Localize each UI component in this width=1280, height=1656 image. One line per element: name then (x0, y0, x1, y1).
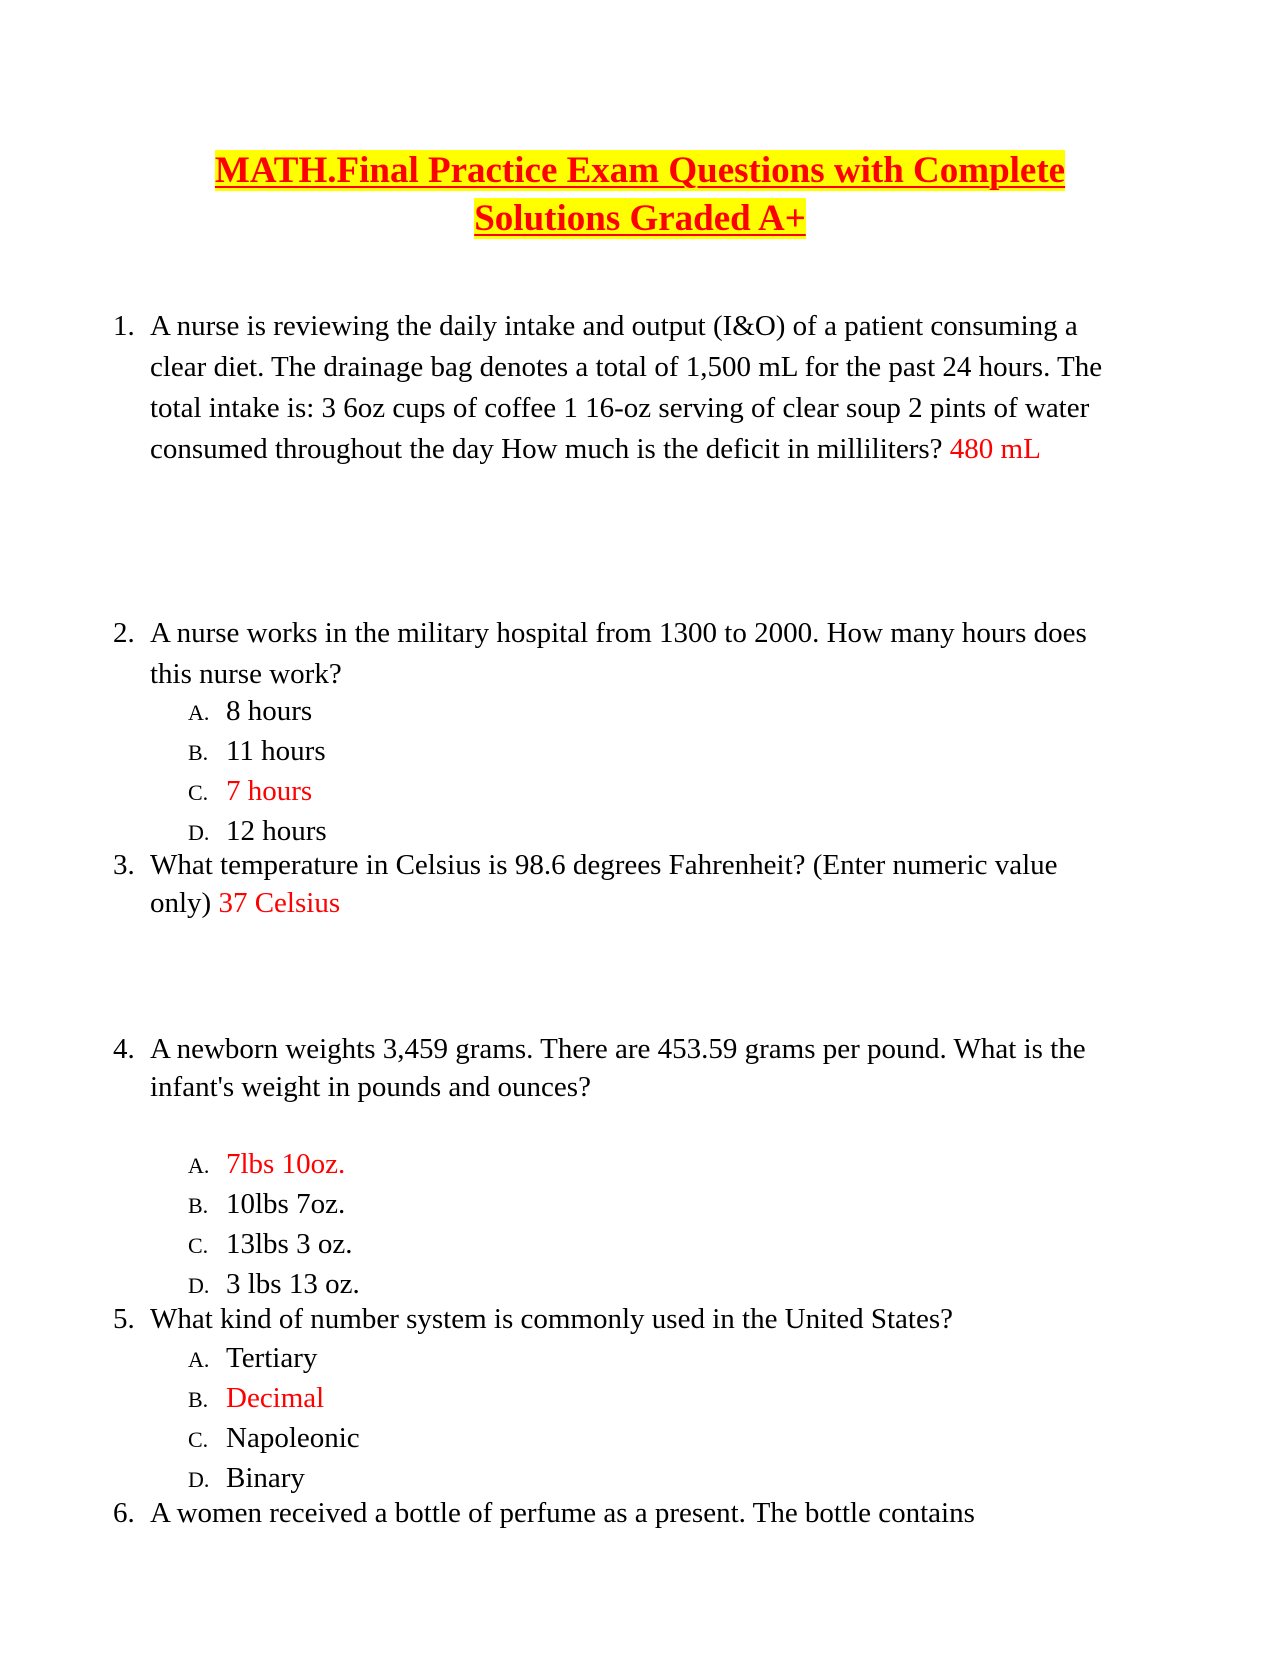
document-title (0, 147, 1280, 243)
option-b: B. 10lbs 7oz. (188, 1188, 346, 1220)
question-number: 1. (113, 310, 135, 342)
question-number: 3. (113, 849, 135, 881)
title-line-2: Solutions Graded A+ (474, 198, 806, 239)
option-d: D. 12 hours (188, 815, 327, 847)
options-q4 (188, 1145, 360, 1305)
question-2 (113, 613, 1123, 695)
option-d: D. 3 lbs 13 oz. (188, 1268, 360, 1300)
question-text: What kind of number system is commonly used in the United States? (150, 1303, 954, 1335)
question-number: 2. (113, 617, 135, 649)
question-1 (113, 306, 1123, 470)
option-a: A. 7lbs 10oz. (188, 1148, 346, 1180)
question-5 (113, 1300, 1123, 1338)
question-text: A nurse is reviewing the daily intake and output (I&O) of a patient consuming a clear diet. The drainage bag denotes a total of 1,500 mL for the past 24 hours. The total intake is: 3 6oz cups of coffee 1 16-oz serving of clear soup 2 pints of water consumed throughout the day How much is the deficit in milliliters? 480 mL (150, 310, 1103, 465)
option-a: A. Tertiary (188, 1342, 318, 1374)
question-3 (113, 846, 1123, 922)
options-q5 (188, 1339, 360, 1499)
option-c: C. 13lbs 3 oz. (188, 1228, 353, 1260)
title-line-1: MATH.Final Practice Exam Questions with Complete (214, 150, 1066, 191)
question-6 (113, 1494, 1123, 1532)
question-number: 6. (113, 1497, 135, 1529)
option-a: A. 8 hours (188, 695, 313, 727)
question-number: 5. (113, 1303, 135, 1335)
answer: 480 mL (949, 433, 1041, 465)
question-text: A newborn weights 3,459 grams. There are 453.59 grams per pound. What is the infant's weight in pounds and ounces? (150, 1033, 1086, 1103)
question-text: A women received a bottle of perfume as a present. The bottle contains (150, 1497, 975, 1529)
option-d: D. Binary (188, 1462, 305, 1494)
option-c: C. Napoleonic (188, 1422, 360, 1454)
options-q2 (188, 692, 327, 852)
question-number: 4. (113, 1033, 135, 1065)
option-b: B. 11 hours (188, 735, 326, 767)
question-4 (113, 1030, 1123, 1106)
option-c: C. 7 hours (188, 775, 313, 807)
answer: 37 Celsius (218, 887, 341, 919)
question-text: A nurse works in the military hospital from 1300 to 2000. How many hours does this nurse work? (150, 617, 1087, 690)
option-b: B. Decimal (188, 1382, 325, 1414)
question-text: What temperature in Celsius is 98.6 degrees Fahrenheit? (Enter numeric value only) 37 Celsius (150, 849, 1058, 919)
